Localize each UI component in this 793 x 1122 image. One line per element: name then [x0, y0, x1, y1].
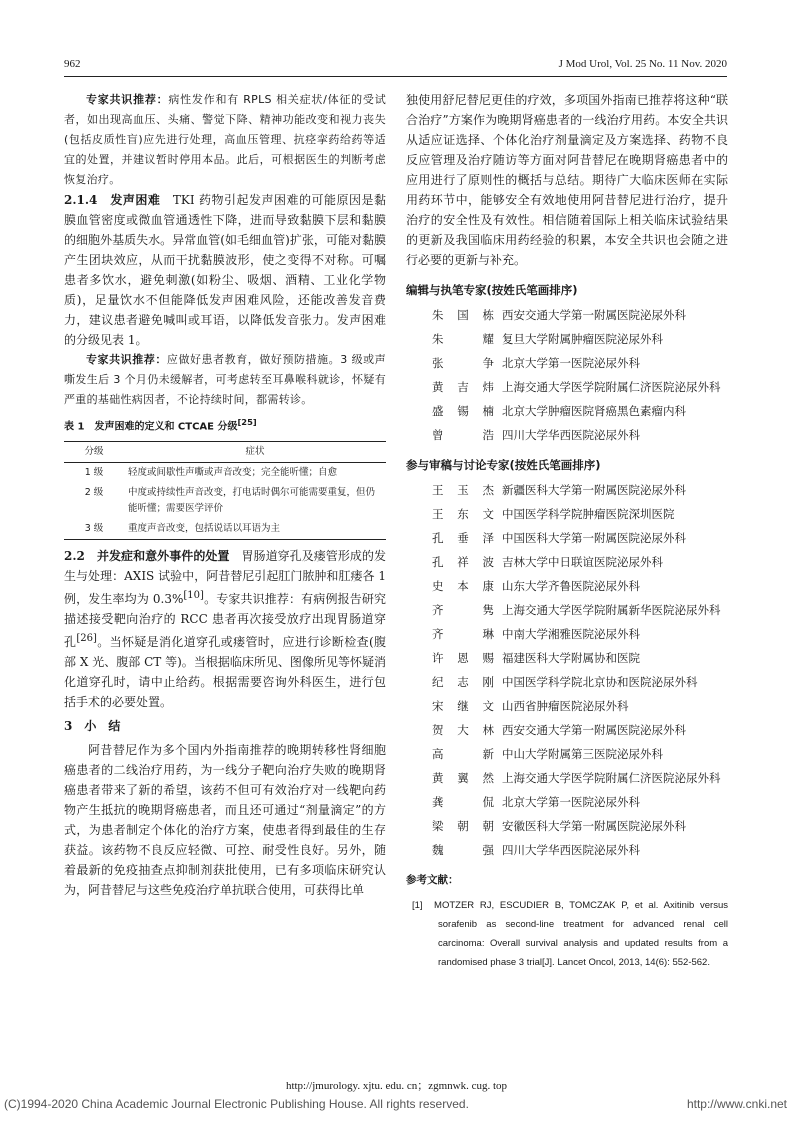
list-item: 梁朝朝 安徽医科大学第一附属医院泌尿外科: [432, 819, 686, 833]
list-item: 史本康 山东大学齐鲁医院泌尿外科: [432, 579, 640, 593]
list-item: 齐 琳 中南大学湘雅医院泌尿外科: [432, 627, 640, 641]
list-item: 高 新 中山大学附属第三医院泌尿外科: [432, 747, 663, 761]
table-header-grade: 分级: [64, 442, 124, 463]
list-item: 许恩赐 福建医科大学附属协和医院: [432, 651, 640, 665]
list-item: 朱国栋 西安交通大学第一附属医院泌尿外科: [432, 308, 686, 322]
cnki-link[interactable]: http://www.cnki.net: [686, 1097, 787, 1111]
section-3-heading: 3 小 结: [64, 719, 121, 734]
list-item: 朱 耀 复旦大学附属肿瘤医院泌尿外科: [432, 332, 663, 346]
summary-continuation: 独使用舒尼替尼更佳的疗效，多项国外指南已推荐将这种“联合治疗”方案作为晚期肾癌患者的一线治疗用药。本安全共识从适应证选择、个体化治疗剂量滴定及方案选择、药物不良反应管理及治疗随访等方面对阿昔替尼在晚期肾癌患者中的应用进行了原则性的概括与总结。期待广大临床医师在实际用药环节中，能够安全有效地使用阿昔替尼进行治疗，提升治疗的安全性及有效性。相信随着国际上相关临床试验结果的更新及我国临床用药经验的积累，本安全共识也会随之进行必要的更新与补充。: [406, 93, 728, 267]
footer-url: http://jmurology. xjtu. edu. cn；zgmnwk. cug. top: [285, 1080, 508, 1092]
table-header-symptom: 症状: [124, 442, 386, 463]
list-item: 黄翼然 上海交通大学医学院附属仁济医院泌尿外科: [432, 771, 721, 785]
references-heading: 参考文献：: [406, 874, 459, 886]
reference-item: [1] MOTZER RJ, ESCUDIER B, TOMCZAK P, et al. Axitinib versus sorafenib as second-line treatment for advanced renal cell carcinoma: Overall survival analysis and updated results from a randomised phase 3 trial[J]. Lancet Oncol, 2013, 14(6): 552-562.: [412, 900, 728, 968]
left-column: [64, 90, 386, 900]
table-row: 3 级 重度声音改变，包括说话以耳语为主: [84, 523, 281, 535]
list-item: 黄吉炜 上海交通大学医学院附属仁济医院泌尿外科: [432, 380, 721, 394]
reviewers-heading: 参与审稿与讨论专家(按姓氏笔画排序): [406, 458, 601, 472]
summary-paragraph: 阿昔替尼作为多个国内外指南推荐的晚期转移性肾细胞癌患者的二线治疗用药，为一线分子靶向治疗失败的晚期肾癌患者带来了新的希望，该药不但可有效治疗对一线靶向药物产生抵抗的晚期肾癌患者，而且还可通过“剂量滴定”的方式，为患者制定个体化的治疗方案，使患者得到最佳的生存获益。该药物不良反应轻微、可控、耐受性良好。另外，随着最新的免疫抽查点抑制剂获批使用，已有多项临床研究认为，阿昔替尼与这些免疫治疗单抗联合使用，可获得比单: [64, 743, 386, 898]
right-column: [406, 90, 728, 972]
list-item: 张 争 北京大学第一医院泌尿外科: [432, 356, 640, 370]
list-item: 王玉杰 新疆医科大学第一附属医院泌尿外科: [432, 483, 686, 497]
list-item: 齐 隽 上海交通大学医学院附属新华医院泌尿外科: [432, 603, 721, 617]
list-item: 龚 侃 北京大学第一医院泌尿外科: [432, 795, 640, 809]
list-item: 纪志刚 中国医学科学院北京协和医院泌尿外科: [432, 675, 698, 689]
copyright-notice: (C)1994-2020 China Academic Journal Electronic Publishing House. All rights reserved.: [4, 1097, 469, 1111]
reviewers-list: [406, 481, 728, 860]
list-item: 宋继文 山西省肿瘤医院泌尿外科: [432, 699, 629, 713]
editors-list: [406, 306, 728, 445]
page-number: 962: [64, 58, 81, 70]
table-row: 2 级 中度或持续性声音改变，打电话时偶尔可能需要重复，但仍能听懂；需要医学评价: [84, 487, 376, 515]
section-2-2: 2.2 并发症和意外事件的处置 胃肠道穿孔及瘘管形成的发生与处理：AXIS 试验中，阿昔替尼引起肛门脓肿和肛瘘各 1 例，发生率均为 0.3%[10]。专家共识推荐：有病例报告研究描述接受靶向治疗的 RCC 患者再次接受放疗出现胃肠道穿孔[26]。当怀疑是消化道穿孔或瘘管时，应进行诊断检查(腹部 X 光、腹部 CT 等)。当根据临床所见、图像所见等怀疑消化道穿孔时，请中止给药。根据需要咨询外科医生，进行包括手术的必要处置。: [64, 549, 386, 710]
list-item: 盛锡楠 北京大学肿瘤医院肾癌黑色素瘤内科: [432, 404, 686, 418]
consensus-paragraph-2: 专家共识推荐：应做好患者教育，做好预防措施。3 级或声嘶发生后 3 个月仍未缓解者，可考虑转至耳鼻喉科就诊，怀疑有严重的基础性病因者，不论持续时间，都需转诊。: [64, 353, 386, 406]
editors-heading: 编辑与执笔专家(按姓氏笔画排序): [406, 283, 578, 297]
section-2-1-4: 2.1.4 发声困难 TKI 药物引起发声困难的可能原因是黏膜血管密度或微血管通透性下降，进而导致黏膜下层和黏膜的细胞外基质失水。异常血管(如毛细血管)扩张，可能对黏膜产生团块效应，从而干扰黏膜波形，使之变得不对称。可嘱患者多饮水，避免刺激(如粉尘、吸烟、酒精、工业化学物质)，足量饮水不但能降低发声困难风险，还能改善发音费力，建议患者避免喊叫或耳语，以降低发音张力。发声困难的分级见表 1。: [64, 193, 386, 347]
list-item: 魏 强 四川大学华西医院泌尿外科: [432, 843, 640, 857]
table-row: 1 级 轻度或间歇性声嘶或声音改变；完全能听懂；自愈: [84, 467, 338, 479]
list-item: 贺大林 西安交通大学第一附属医院泌尿外科: [432, 723, 686, 737]
header-rule: [64, 76, 727, 77]
table-caption: 表 1 发声困难的定义和 CTCAE 分级[25]: [64, 417, 257, 433]
list-item: 孔祥波 吉林大学中日联谊医院泌尿外科: [432, 555, 663, 569]
list-item: 孔垂泽 中国医科大学第一附属医院泌尿外科: [432, 531, 686, 545]
list-item: 曾 浩 四川大学华西医院泌尿外科: [432, 428, 640, 442]
consensus-paragraph-1: 专家共识推荐：病性发作和有 RPLS 相关症状/体征的受试者，如出现高血压、头痛、警觉下降、精神功能改变和视力丧失(包括皮质性盲)应先进行处理，高血压管理、抗痉挛药给药等适宜的处置，并建议暂时停用本品。此后，可根据医生的判断考虑恢复治疗。: [64, 93, 386, 186]
journal-header: J Mod Urol, Vol. 25 No. 11 Nov. 2020: [558, 58, 727, 70]
dysphonia-grade-table: [64, 441, 386, 540]
list-item: 王东文 中国医学科学院肿瘤医院深圳医院: [432, 507, 675, 521]
